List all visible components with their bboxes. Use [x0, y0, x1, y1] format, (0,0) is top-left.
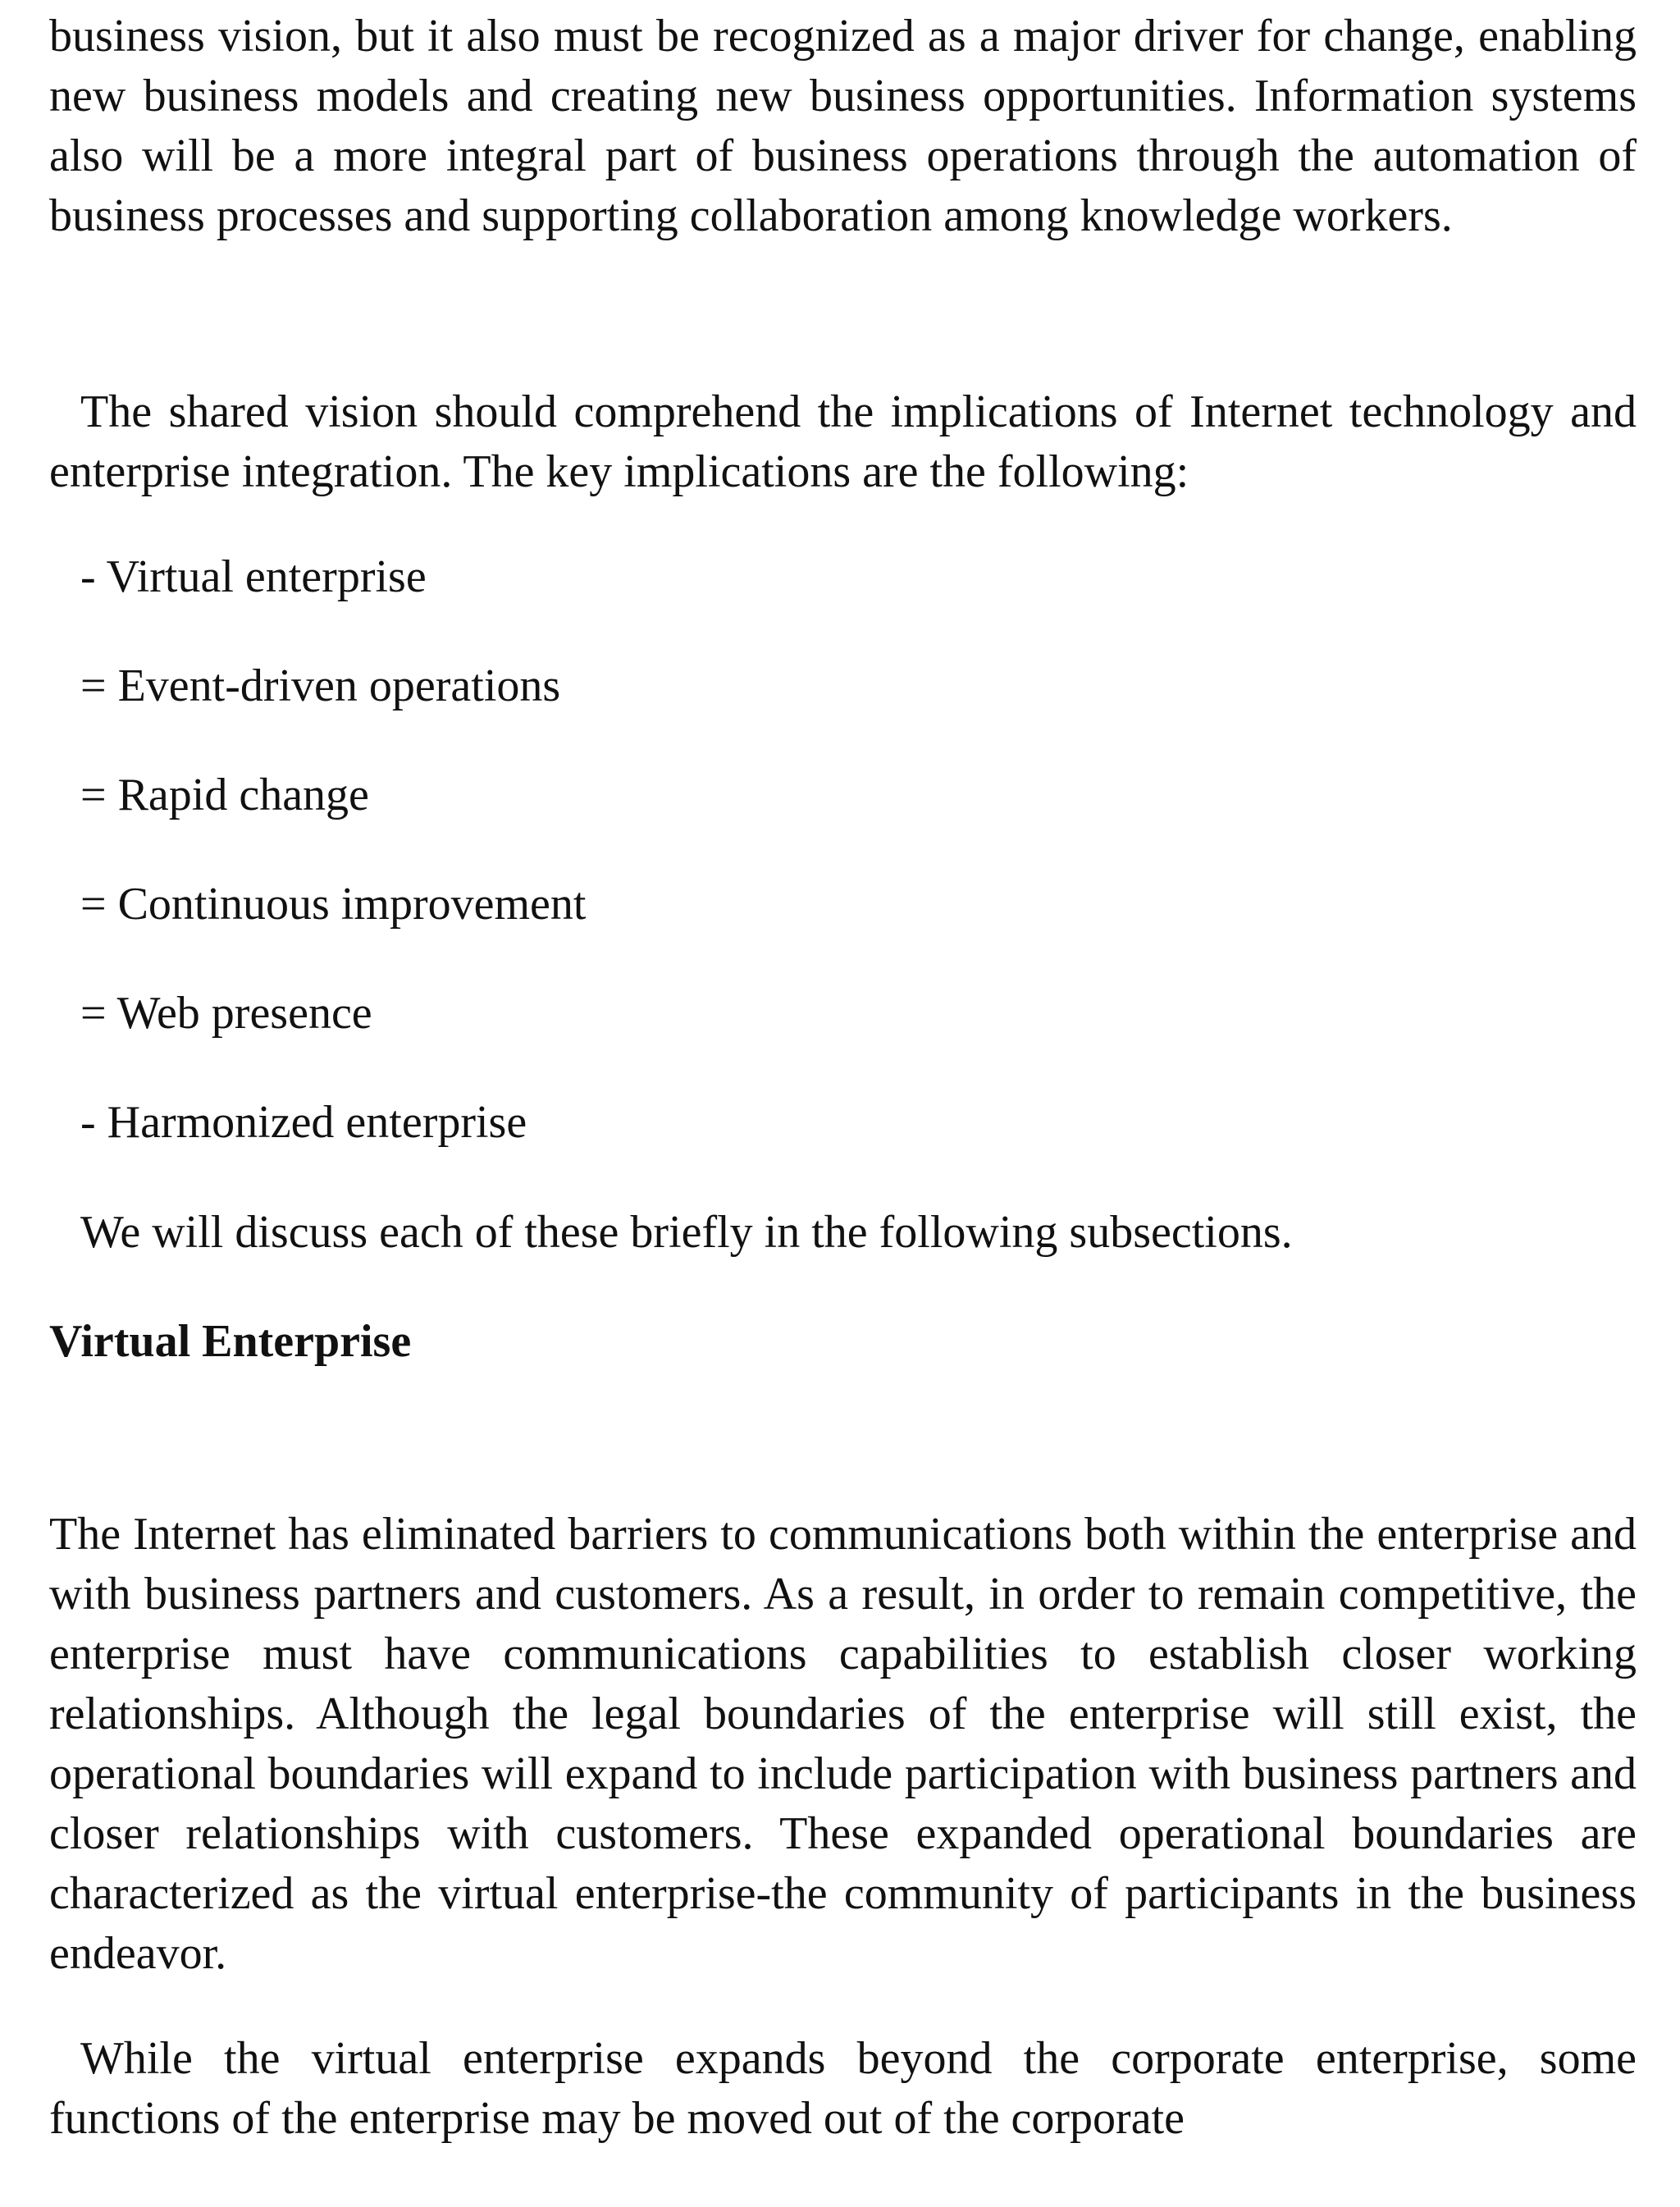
implication-item: = Web presence	[80, 988, 372, 1039]
paragraph-while: While the virtual enterprise expands beyond the corporate enterprise, some functions of the enterprise may be moved out of the corporate	[49, 2033, 1637, 2144]
implication-item: - Virtual enterprise	[80, 551, 427, 602]
paragraph-shared-vision: The shared vision should comprehend the implications of Internet technology and enterprise integration. The key implications are the following:	[49, 386, 1637, 497]
implication-item: - Harmonized enterprise	[80, 1097, 527, 1148]
section-heading: Virtual Enterprise	[49, 1316, 412, 1367]
paragraph-intro: business vision, but it also must be recognized as a major driver for change, enabling new business models and creating new business opportunities. Information systems also will be a more integral part of business operations through the automation of business processes and supporting collaboration among knowledge workers.	[49, 11, 1637, 241]
implication-item: = Continuous improvement	[80, 879, 587, 930]
paragraph-internet: The Internet has eliminated barriers to communications both within the enterprise and with business partners and customers. As a result, in order to remain competitive, the enterprise must have communications capabilities to establish closer working relationships. Although the legal boundaries of the enterprise will still exist, the operational boundaries will expand to include participation with business partners and closer relationships with customers. These expanded operational boundaries are characterized as the virtual enterprise-the community of participants in the business endeavor.	[49, 1509, 1637, 1979]
paragraph-discuss: We will discuss each of these briefly in the following subsections.	[80, 1207, 1293, 1258]
implication-item: = Rapid change	[80, 770, 369, 820]
implication-item: = Event-driven operations	[80, 660, 561, 711]
